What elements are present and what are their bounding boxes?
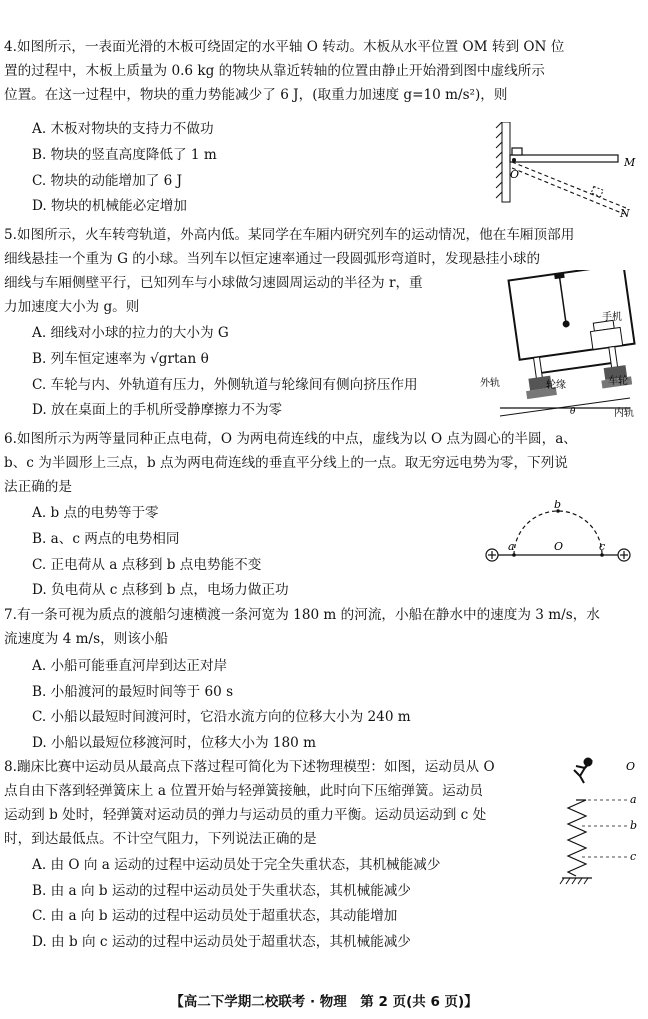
q7-option-d: D. 小船以最短位移渡河时，位移大小为 180 m	[32, 735, 317, 751]
q4-option-c: C. 物块的动能增加了 6 J	[32, 173, 183, 189]
q4-wall	[502, 122, 510, 202]
q4-block	[512, 148, 522, 155]
q6-label-c: c	[599, 540, 606, 553]
q4-option-b: B. 物块的竖直高度降低了 1 m	[32, 147, 217, 163]
q5-line-4: 力加速度大小为 g。则	[4, 299, 140, 315]
q7-line-1: 7.有一条可视为质点的渡船匀速横渡一条河宽为 180 m 的河流，小船在静水中的速度为 3 m/s，水	[4, 607, 600, 623]
q4-option-d: D. 物块的机械能必定增加	[32, 198, 187, 214]
q7-line-2: 流速度为 4 m/s，则该小船	[4, 631, 169, 647]
q8-option-a: A. 由 O 向 a 运动的过程中运动员处于完全失重状态，其机械能减少	[32, 857, 441, 873]
q4-option-a: A. 木板对物块的支持力不做功	[32, 121, 214, 137]
q5-figure	[480, 270, 640, 420]
q6-label-o: O	[554, 540, 564, 553]
q5-option-a: A. 细线对小球的拉力的大小为 G	[32, 325, 229, 341]
q6-line-3: 法正确的是	[4, 479, 72, 495]
q5-label-phone: 手机	[602, 312, 622, 323]
q6-line-1: 6.如图所示为两等量同种正点电荷，O 为两电荷连线的中点，虚线为以 O 点为圆心的半圆，a、	[4, 431, 577, 447]
q4-label-o: O	[510, 168, 520, 181]
q6-option-a: A. b 点的电势等于零	[32, 505, 159, 521]
q4-line-1: 4.如图所示，一表面光滑的木板可绕固定的水平轴 O 转动。木板从水平位置 OM 转到 ON 位	[4, 39, 565, 55]
q7-option-b: B. 小船渡河的最短时间等于 60 s	[32, 684, 234, 700]
q8-line-1: 8.蹦床比赛中运动员从最高点下落过程可简化为下述物理模型：如图，运动员从 O	[4, 759, 495, 775]
q7-option-a: A. 小船可能垂直河岸到达正对岸	[32, 658, 228, 674]
q6-label-b: b	[554, 500, 562, 511]
q8-line-3: 运动到 b 处时，轻弹簧对运动员的弹力与运动员的重力平衡。运动员运动到 c 处	[4, 807, 487, 823]
q8-line-4: 时，到达最低点。不计空气阻力，下列说法正确的是	[4, 831, 317, 847]
q5-label-outer-rail: 外轨	[480, 378, 500, 389]
q5-label-angle: θ	[570, 407, 576, 417]
q5-option-b: B. 列车恒定速率为 √grtan θ	[32, 351, 209, 367]
q8-label-b: b	[630, 819, 638, 832]
q4-board-horizontal	[510, 155, 618, 162]
q8-athlete-icon	[574, 759, 592, 784]
q5-label-inner-rail: 内轨	[614, 408, 634, 419]
q7-option-c: C. 小船以最短时间渡河时，它沿水流方向的位移大小为 240 m	[32, 709, 411, 725]
q6-label-a: a	[508, 540, 515, 553]
q6-figure	[482, 500, 634, 568]
q6-option-d: D. 负电荷从 c 点移到 b 点，电场力做正功	[32, 582, 289, 598]
q4-board-rotated	[512, 162, 626, 208]
q8-line-2: 点自由下落到轻弹簧床上 a 位置开始与轻弹簧接触，此时向下压缩弹簧。运动员	[4, 783, 483, 799]
q8-label-c: c	[630, 850, 637, 863]
q8-label-a: a	[630, 793, 637, 806]
q6-option-b: B. a、c 两点的电势相同	[32, 531, 180, 547]
q8-label-o: O	[626, 760, 636, 773]
q8-spring	[568, 800, 586, 876]
q4-line-2: 置的过程中，木板上质量为 0.6 kg 的物块从靠近转轴的位置由静止开始滑到图中虚线所示	[4, 63, 545, 79]
q8-option-b: B. 由 a 向 b 运动的过程中运动员处于失重状态，其机械能减少	[32, 883, 411, 899]
q5-option-c: C. 车轮与内、外轨道有压力，外侧轨道与轮缘间有侧向挤压作用	[32, 377, 418, 393]
q4-line-3: 位置。在这一过程中，物块的重力势能减少了 6 J，(取重力加速度 g=10 m/s²)，则	[4, 87, 508, 103]
q5-option-d: D. 放在桌面上的手机所受静摩擦力不为零	[32, 402, 283, 418]
q4-figure	[488, 122, 638, 220]
q4-label-n: N	[620, 207, 630, 220]
q5-line-1: 5.如图所示，火车转弯轨道，外高内低。某同学在车厢内研究列车的运动情况，他在车厢顶部用	[4, 227, 575, 243]
q8-figure	[552, 756, 642, 888]
q5-line-2: 细线悬挂一个重为 G 的小球。当列车以恒定速率通过一段圆弧形弯道时，发现悬挂小球的	[4, 251, 541, 267]
q4-label-m: M	[624, 156, 636, 169]
q6-option-c: C. 正电荷从 a 点移到 b 点电势能不变	[32, 557, 262, 573]
page-footer: 【高二下学期二校联考 · 物理 第 2 页(共 6 页)】	[170, 994, 478, 1010]
q6-line-2: b、c 为半圆形上三点，b 点为两电荷连线的垂直平分线上的一点。取无穷远电势为零，下列说	[4, 455, 568, 471]
q5-label-wheel: 车轮	[608, 376, 628, 387]
q8-option-d: D. 由 b 向 c 运动的过程中运动员处于超重状态，其机械能减少	[32, 934, 411, 950]
q8-option-c: C. 由 a 向 b 运动的过程中运动员处于超重状态，其动能增加	[32, 908, 398, 924]
q5-label-wheel-rim: 轮缘	[546, 380, 566, 391]
q5-line-3: 细线与车厢侧壁平行，已知列车与小球做匀速圆周运动的半径为 r，重	[4, 275, 423, 291]
